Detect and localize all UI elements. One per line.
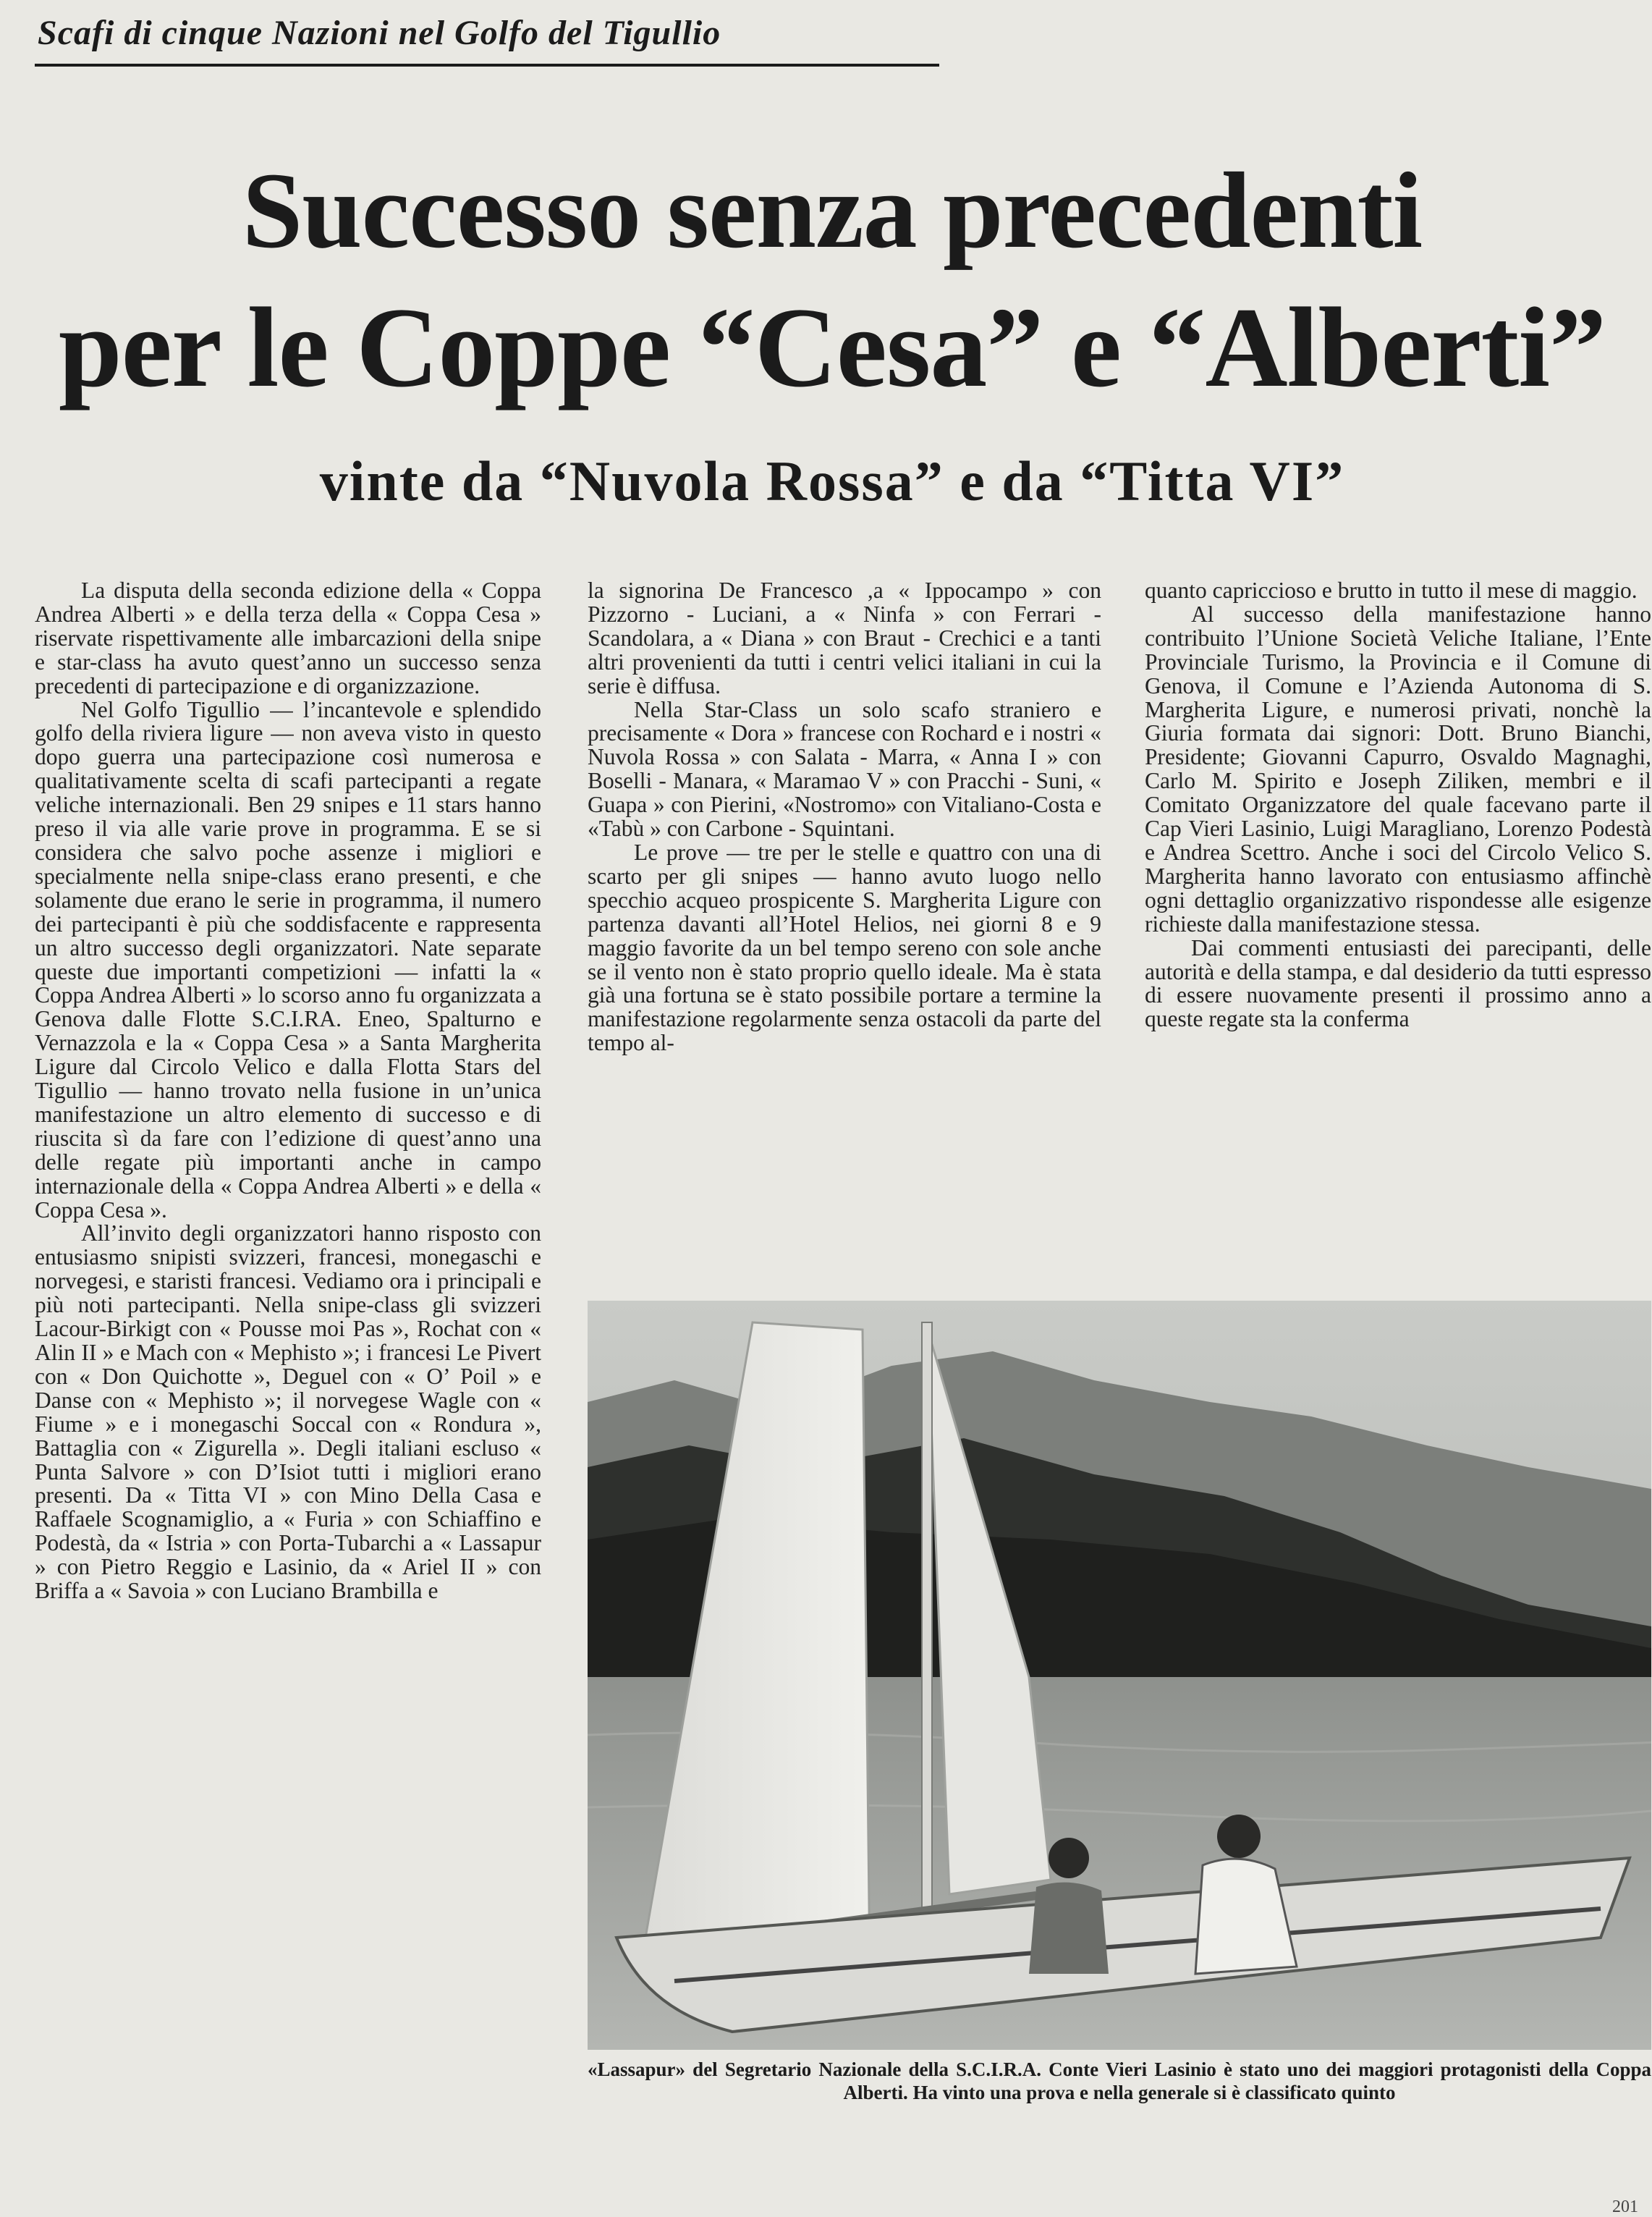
kicker-rule: [35, 64, 939, 67]
page-number: 201: [1612, 2197, 1638, 2216]
headline-subtitle: vinte da “Nuvola Rossa” e da “Titta VI”: [319, 449, 1345, 512]
paragraph: Dai commenti entusiasti dei parecipanti, delle autorità e della stampa, e dal desiderio da tutti espresso di essere nuovamente presenti il prossimo anno a queste regate sta la conferma: [1145, 934, 1651, 1032]
paragraph: All’invito degli organizzatori hanno risposto con entusiasmo snipisti svizzeri, francesi, monegaschi e norvegesi, e staristi francesi. Vediamo ora i principali e più noti partecipanti. Nella snipe-class gli svizzeri Lacour-Birkigt con « Pousse moi Pas », Rochat con « Alin II » e Mach con « Mephisto »; i francesi Le Pivert con « Don Quichotte », Deguel con « O’ Poil » e Danse con « Mephisto »; il norvegese Wagle con « Fiume » e i monegaschi Soccal con « Rondura », Battaglia con « Zigurella ». Degli italiani escluso « Punta Salvore » con D’Isiot tutti i migliori erano presenti. Da « Titta VI » con Mino Della Casa e Raffaele Scognamiglio, a « Furia » con Schiaffino e Podestà, da « Istria » con Porta-Tubarchi a « Lassapur » con Pietro Reggio e Lasinio, da « Ariel II » con Briffa a « Savoia » con Luciano Brambilla e: [35, 1220, 541, 1604]
article-column-3: [1145, 579, 1651, 1031]
article-column-2: [588, 579, 1101, 1055]
sailboat-photo: [588, 1301, 1651, 2050]
paragraph: La disputa della seconda edizione della « Coppa Andrea Alberti » e della terza della « Coppa Cesa » riservate rispettivamente alle imbarcazioni della snipe e star-class ha avuto quest’anno un successo senza precedenti di partecipazione e di organizzazione.: [35, 578, 541, 698]
headline-line-1: Successo senza precedenti: [242, 151, 1423, 271]
paragraph: Nel Golfo Tigullio — l’incantevole e splendido golfo della riviera ligure — non aveva visto in questo dopo guerra una partecipazione così numerosa e qualitativamente scelta di scafi partecipanti a regate veliche internazionali. Ben 29 snipes e 11 stars hanno preso il via alle varie prove in programma. E se si considera che salvo poche assenze i migliori e specialmente nella snipe-class erano presenti, e che solamente due erano le serie in programma, il numero dei partecipanti è più che soddisfacente e rappresenta un altro successo degli organizzatori. Nate separate queste due importanti competizioni — infatti la « Coppa Andrea Alberti » lo scorso anno fu organizzata a Genova dalle Flotte S.C.I.RA. Eneo, Spalturno e Vernazzola e la « Coppa Cesa » a Santa Margherita Ligure dal Circolo Velico e dalla Flotta Stars del Tigullio — hanno trovato nella fusione in un’unica manifestazione un altro elemento di successo e di riuscita sì da fare con l’edizione di quest’anno una delle regate più importanti anche in campo internazionale della « Coppa Andrea Alberti » e della « Coppa Cesa ».: [35, 696, 541, 1222]
paragraph: Nella Star-Class un solo scafo straniero e precisamente « Dora » francese con Rochard e i nostri « Nuvola Rossa » con Salata - Marra, « Anna I » con Boselli - Manara, « Maramao V » con Pracchi - Suni, « Guapa » con Pierini, «Nostromo» con Vitaliano-Costa e «Tabù » con Carbone - Squintani.: [588, 696, 1101, 842]
paragraph: quanto capriccioso e brutto in tutto il mese di maggio.: [1145, 578, 1638, 603]
sailboat-photo-image: [588, 1301, 1651, 2050]
paragraph: Al successo della manifestazione hanno contribuito l’Unione Società Veliche Italiane, l’Ente Provinciale Turismo, la Provincia e il Comune di Genova, il Comune e l’Azienda Autonoma di S. Margherita Ligure, e numerosi privati, nonchè la Giuria formata dai signori: Dott. Bruno Bianchi, Presidente; Giovanni Capurro, Osvaldo Magnaghi, Carlo M. Spirito e Joseph Ziliken, membri e il Comitato Organizzatore del quale facevano parte il Cap Vieri Lasinio, Luigi Maragliano, Lorenzo Podestà e Andrea Scettro. Anche i soci del Circolo Velico S. Margherita hanno lavorato con entusiasmo affinchè ogni dettaglio organizzativo rispondesse alle esigenze richieste dalla manifestazione stessa.: [1145, 601, 1651, 937]
photo-caption: «Lassapur» del Segretario Nazionale della S.C.I.R.A. Conte Vieri Lasinio è stato uno dei maggiori protagonisti della Coppa Alberti. Ha vinto una prova e nella generale si è classificato quinto: [588, 2058, 1651, 2103]
headline-line-2: per le Coppe “Cesa” e “Alberti”: [58, 284, 1606, 411]
article-column-1: [35, 579, 541, 1603]
paragraph: Le prove — tre per le stelle e quattro con una di scarto per gli snipes — hanno avuto luogo nello specchio acqueo prospicente S. Margherita Ligure con partenza davanti all’Hotel Helios, nei giorni 8 e 9 maggio favorite da un bel tempo sereno con sole anche se il vento non è stato proprio quello ideale. Ma è stata già una fortuna se è stato possibile portare a termine la manifestazione regolarmente senza ostacoli da parte del tempo al-: [588, 839, 1101, 1056]
paragraph: la signorina De Francesco ,a « Ippocampo » con Pizzorno - Luciani, a « Ninfa » con Ferrari - Scandolara, a « Diana » con Braut - Crechici e a tanti altri provenienti da tutti i centri velici italiani in cui la serie è diffusa.: [588, 578, 1101, 698]
kicker: Scafi di cinque Nazioni nel Golfo del Tigullio: [38, 14, 721, 52]
